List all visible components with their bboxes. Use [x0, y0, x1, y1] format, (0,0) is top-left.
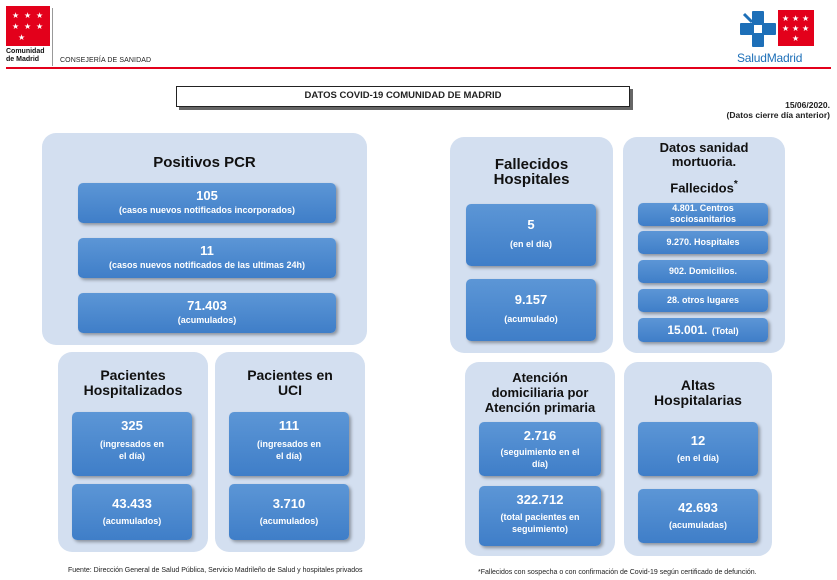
- discharges-cumulative: 42.693 (acumuladas): [638, 489, 758, 543]
- hospitalized-cumulative: 43.433 (acumulados): [72, 484, 192, 540]
- source-note: Fuente: Dirección General de Salud Pública, Servicio Madrileño de Salud y hospitales privados: [68, 567, 363, 574]
- deaths-hospitals-title: Fallecidos Hospitales: [493, 156, 570, 188]
- home-care-title: Atención domiciliaria por Atención primaria: [484, 370, 596, 415]
- madrid-flag-icon: ★ ★ ★ ★ ★ ★ ★: [778, 10, 814, 46]
- discharges-day: 12 (en el día): [638, 422, 758, 476]
- pcr-new-incorporated: 105 (casos nuevos notificados incorporados): [78, 183, 336, 223]
- mortuary-item-otros: 28. otros lugares: [638, 289, 768, 312]
- mortuary-title: Datos sanidad mortuoria. Fallecidos*: [659, 140, 749, 196]
- page-title: DATOS COVID-19 COMUNIDAD DE MADRID: [176, 86, 630, 107]
- footnote-asterisk: *: [733, 179, 738, 190]
- home-care-total: 322.712 (total pacientes en seguimiento): [479, 486, 601, 546]
- pcr-title: Positivos PCR: [153, 154, 256, 171]
- date-value: 15/06/2020.: [785, 100, 830, 110]
- comunidad-madrid-flag-icon: ★ ★ ★ ★ ★ ★ ★: [6, 6, 50, 46]
- salud-madrid-brand: SaludMadrid: [737, 51, 803, 65]
- hospitalized-title: Pacientes Hospitalizados: [83, 367, 183, 398]
- footnote: *Fallecidos con sospecha o con confirmación de Covid-19 según certificado de defunción.: [478, 569, 757, 576]
- mortuary-item-hospitales: 9.270. Hospitales: [638, 231, 768, 254]
- deaths-hospitals-panel: [450, 137, 613, 353]
- report-date: [690, 100, 830, 120]
- icu-title: Pacientes en UCI: [247, 367, 333, 398]
- discharges-panel: [624, 362, 772, 556]
- department-name: CONSEJERÍA DE SANIDAD: [60, 57, 152, 64]
- hospitalized-panel: [58, 352, 208, 552]
- pcr-new-24h: 11 (casos nuevos notificados de las ultimas 24h): [78, 238, 336, 278]
- org-name: Comunidad de Madrid: [6, 48, 45, 63]
- health-cross-icon: [740, 10, 776, 48]
- mortuary-item-sociosanitarios: 4.801. Centros sociosanitarios: [638, 203, 768, 226]
- discharges-title: Altas Hospitalarias: [654, 377, 742, 408]
- pcr-panel: [42, 133, 367, 345]
- icu-panel: [215, 352, 365, 552]
- header-divider: [52, 8, 53, 66]
- date-note: (Datos cierre día anterior): [726, 110, 830, 120]
- home-care-followup: 2.716 (seguimiento en el día): [479, 422, 601, 476]
- header-rule: [6, 67, 831, 69]
- mortuary-panel: [623, 137, 785, 353]
- mortuary-item-domicilios: 902. Domicilios.: [638, 260, 768, 283]
- icu-day: 111 (ingresados en el día): [229, 412, 349, 476]
- home-care-panel: [465, 362, 615, 556]
- hospitalized-day: 325 (ingresados en el día): [72, 412, 192, 476]
- mortuary-total: 15.001. (Total): [638, 318, 768, 342]
- deaths-hospitals-day: 5 (en el día): [466, 204, 596, 266]
- pcr-cumulative: 71.403 (acumulados): [78, 293, 336, 333]
- icu-cumulative: 3.710 (acumulados): [229, 484, 349, 540]
- deaths-hospitals-cumulative: 9.157 (acumulado): [466, 279, 596, 341]
